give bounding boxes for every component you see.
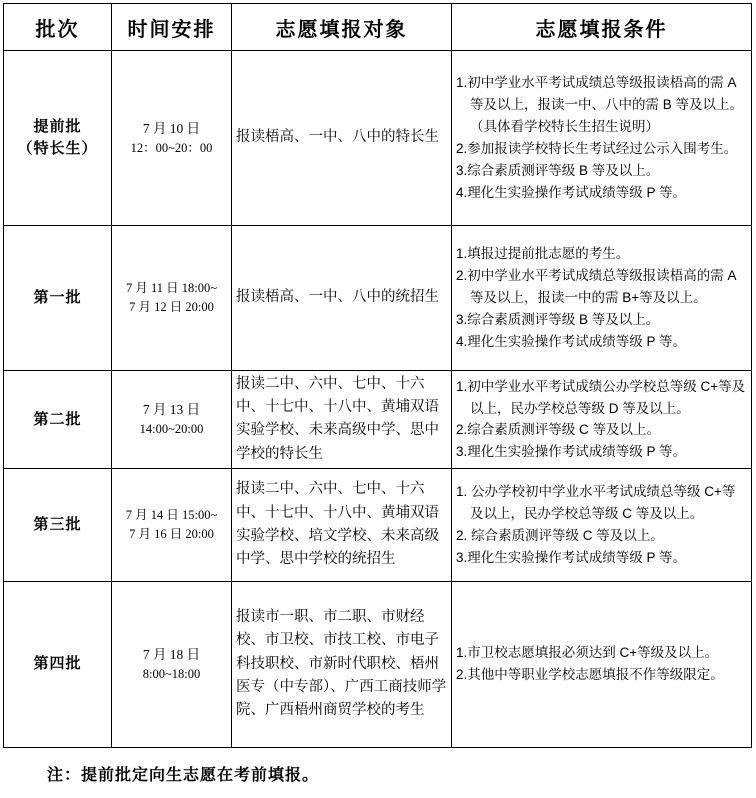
condition-item: 2.参加报读学校特长生考试经过公示入围考生。 [456, 141, 738, 156]
table-row [4, 581, 752, 747]
condition-item: 2. 综合素质测评等级 C 等及以上。 [456, 527, 664, 543]
cell-conditions [452, 371, 752, 469]
cell-batch [4, 468, 112, 581]
cell-batch [4, 226, 112, 371]
table-row [4, 468, 752, 581]
cell-conditions [452, 581, 752, 747]
condition-item: 3.理化生实验操作考试成绩等级 P 等。 [456, 549, 687, 565]
table-body [4, 51, 752, 748]
condition-item: 2.初中学业水平考试成绩总等级报读梧高的需 A 等及以上，报读一中的需 B+等及以上。 [456, 268, 736, 306]
column-header-time: 时间安排 [112, 4, 232, 51]
column-header-target: 志愿填报对象 [232, 4, 452, 51]
time-date: 7 月 13 日 [142, 401, 201, 417]
batch-name: 提前批 [33, 118, 82, 136]
condition-list [456, 642, 747, 686]
table-row [4, 51, 752, 226]
time-range: 14:00~20:00 [139, 422, 204, 437]
cell-target: 报读梧高、一中、八中的特长生 [232, 51, 452, 226]
condition-item: 2.其他中等职业学校志愿填报不作等级限定。 [456, 667, 724, 683]
condition-list [456, 243, 747, 352]
cell-conditions [452, 468, 752, 581]
time-date: 7 月 18 日 [142, 646, 201, 662]
condition-item: 3.综合素质测评等级 B 等及以上。 [456, 162, 660, 178]
cell-batch [4, 371, 112, 469]
condition-item: 4.理化生实验操作考试成绩等级 P 等。 [456, 184, 687, 200]
header-row [4, 4, 752, 51]
time-date: 7 月 11 日 18:00~ [125, 281, 218, 296]
batch-subtitle: （特长生） [17, 140, 98, 157]
cell-conditions [452, 226, 752, 371]
condition-item: 3.综合素质测评等级 B 等及以上。 [456, 311, 660, 327]
condition-item: 1.初中学业水平考试成绩总等级报读梧高的需 A 等及以上，报读一中、八中的需 B 等及以上。（具体看学校特长生招生说明） [456, 75, 744, 135]
condition-item: 1.填报过提前批志愿的考生。 [456, 246, 630, 262]
cell-time [112, 371, 232, 469]
cell-time [112, 468, 232, 581]
volunteer-schedule-table [3, 3, 752, 748]
time-date: 7 月 14 日 15:00~ [125, 508, 218, 522]
cell-batch [4, 581, 112, 747]
cell-batch [4, 51, 112, 226]
condition-item: 1. 公办学校初中学业水平考试成绩总等级 C+等及以上，民办学校总等级 C 等及以上。 [456, 484, 736, 521]
column-header-condition: 志愿填报条件 [452, 4, 752, 51]
cell-target: 报读二中、六中、七中、十六中、十七中、十八中、黄埔双语实验学校、培文学校、未来高级中学、思中学校的统招生 [232, 468, 452, 581]
batch-name: 第二批 [33, 410, 82, 428]
column-header-batch: 批次 [4, 4, 112, 51]
cell-time [112, 226, 232, 371]
cell-conditions [452, 51, 752, 226]
condition-list [456, 376, 747, 463]
condition-item: 3.理化生实验操作考试成绩等级 P 等。 [456, 444, 687, 460]
condition-list [456, 481, 747, 568]
time-date: 7 月 10 日 [142, 120, 201, 136]
time-range: 7 月 16 日 20:00 [129, 526, 214, 541]
cell-target: 报读二中、六中、七中、十六中、十七中、十八中、黄埔双语实验学校、未来高级中学、思中学校的特长生 [232, 371, 452, 469]
condition-item: 2.综合素质测评等级 C 等及以上。 [456, 422, 661, 438]
table-row [4, 371, 752, 469]
time-range: 7 月 12 日 20:00 [129, 300, 214, 314]
batch-name: 第一批 [33, 289, 82, 307]
cell-target: 报读梧高、一中、八中的统招生 [232, 226, 452, 371]
condition-item: 4.理化生实验操作考试成绩等级 P 等。 [456, 333, 687, 349]
cell-target: 报读市一职、市二职、市财经校、市卫校、市技工校、市电子科技职校、市新时代职校、梧州医专（中专部）、广西工商技师学院、广西梧州商贸学校的考生 [232, 581, 452, 747]
condition-list [456, 72, 747, 203]
time-range: 12：00~20：00 [130, 140, 213, 155]
condition-item: 1.初中学业水平考试成绩公办学校总等级 C+等及以上，民办学校总等级 D 等及以上。 [456, 378, 746, 416]
table-header [4, 4, 752, 51]
time-range: 8:00~18:00 [142, 667, 201, 681]
batch-name: 第三批 [33, 515, 82, 533]
batch-name: 第四批 [33, 655, 82, 673]
table-row [4, 226, 752, 371]
table-footnote: 注：提前批定向生志愿在考前填报。 [47, 766, 320, 784]
cell-time [112, 581, 232, 747]
cell-time [112, 51, 232, 226]
condition-item: 1.市卫校志愿填报必须达到 C+等级及以上。 [456, 645, 719, 661]
